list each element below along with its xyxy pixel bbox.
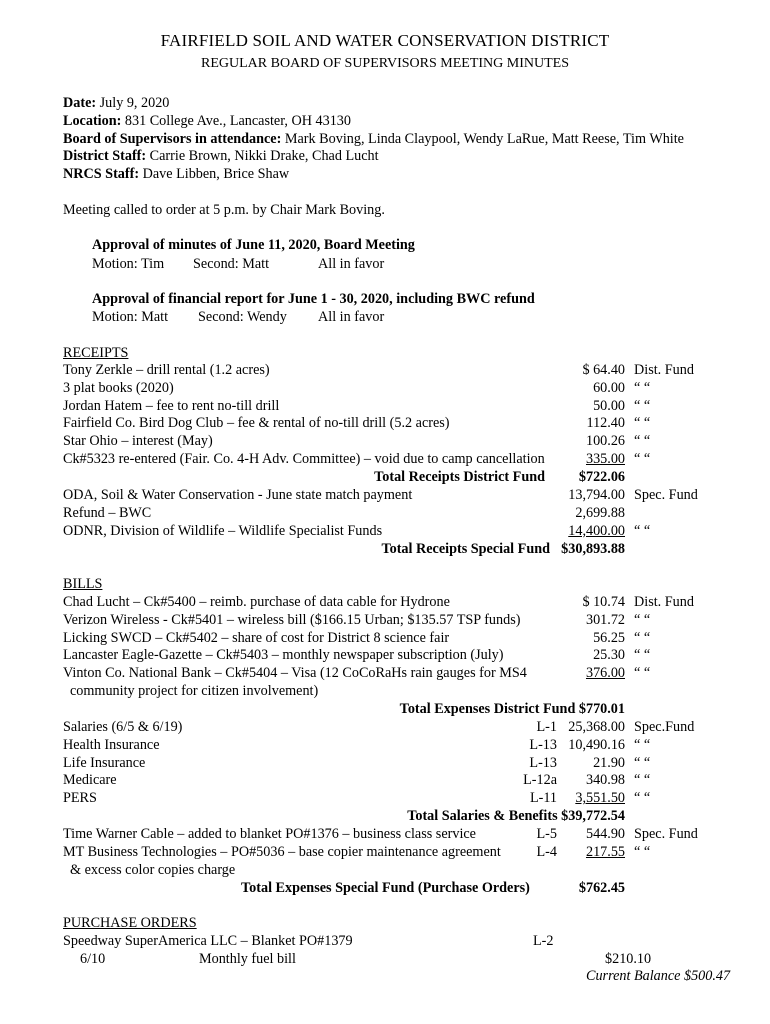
- receipts-district-total-label: Total Receipts District Fund: [374, 469, 545, 485]
- bill-description-continued: & excess color copies charge: [70, 862, 236, 878]
- po-current-balance: Current Balance $500.47: [586, 968, 731, 984]
- amount: 544.90: [585, 826, 625, 842]
- amount: [525, 844, 625, 862]
- receipt-item: Ck#5323 re-entered (Fair. Co. 4-H Adv. Committee) – void due to camp cancellation: [63, 451, 545, 467]
- amount: 25.30: [593, 647, 625, 664]
- approval-result: All in favor: [318, 309, 385, 325]
- po-total: $762.45: [578, 880, 625, 896]
- line-item-code: L-4: [536, 843, 557, 860]
- amount: [525, 523, 625, 541]
- receipt-item: ODA, Soil & Water Conservation - June state match payment: [63, 487, 413, 503]
- amount: 21.90: [593, 754, 625, 771]
- amount: 112.40: [586, 415, 625, 432]
- amount: 2,699.88: [575, 504, 625, 521]
- amount: 10,490.16: [568, 736, 625, 753]
- bill-description-continued: community project for citizen involvement): [70, 683, 319, 699]
- bill-item: Licking SWCD – Ck#5402 – share of cost for District 8 science fair: [63, 629, 450, 646]
- amount: 340.98: [585, 772, 625, 789]
- bill-item: Chad Lucht – Ck#5400 – reimb. purchase of data cable for Hydrone: [63, 594, 450, 610]
- approval-second: Second: Wendy: [198, 309, 287, 325]
- call-to-order: Meeting called to order at 5 p.m. by Chair Mark Boving.: [63, 202, 385, 218]
- salary-item: Life Insurance: [63, 754, 146, 771]
- line-item-code: L-11: [529, 790, 557, 807]
- po-line: L-2: [533, 933, 554, 949]
- receipts-heading: RECEIPTS: [63, 345, 129, 361]
- line-item-code: L-13: [529, 754, 557, 771]
- amount: 100.26: [585, 433, 625, 450]
- fund-label: Dist. Fund: [634, 362, 694, 378]
- receipt-item: Fairfield Co. Bird Dog Club – fee & rental of no-till drill (5.2 acres): [63, 415, 450, 432]
- amount-value: 335.00: [585, 451, 625, 467]
- line-item-code: L-13: [529, 736, 557, 753]
- fund-label: “ “: [634, 772, 651, 789]
- salaries-total: Total Salaries & Benefits $39,772.54: [407, 808, 625, 824]
- amount: $ 64.40: [582, 362, 625, 378]
- fund-label: “ “: [634, 433, 651, 450]
- fund-label: “ “: [634, 397, 651, 414]
- purchase-orders-heading: PURCHASE ORDERS: [63, 915, 197, 931]
- approval-motion: Motion: Matt: [92, 309, 169, 325]
- amount-value: 217.55: [585, 843, 625, 860]
- fund-label: Spec.Fund: [634, 719, 695, 735]
- po-total-label: Total Expenses Special Fund (Purchase Orders): [241, 880, 530, 896]
- approval-title: Approval of minutes of June 11, 2020, Board Meeting: [92, 237, 415, 253]
- receipt-item: 3 plat books (2020): [63, 379, 174, 396]
- approval-title: Approval of financial report for June 1 - 30, 2020, including BWC refund: [92, 291, 535, 307]
- salary-item: PERS: [63, 790, 97, 807]
- fund-label: “ “: [634, 415, 651, 432]
- amount-value: 14,400.00: [568, 522, 625, 539]
- receipts-special-total-label: Total Receipts Special Fund: [381, 541, 550, 557]
- amount: [525, 451, 625, 469]
- amount: 50.00: [593, 397, 625, 414]
- bill-item: Vinton Co. National Bank – Ck#5404 – Visa (12 CoCoRaHs rain gauges for MS4: [63, 665, 527, 682]
- approval-second: Second: Matt: [193, 256, 270, 272]
- po-bill-item: Time Warner Cable – added to blanket PO#1376 – business class service: [63, 826, 476, 842]
- receipt-item: Jordan Hatem – fee to rent no-till drill: [63, 397, 280, 414]
- bills-district-total: Total Expenses District Fund $770.01: [399, 701, 625, 717]
- po-entry-date: 6/10: [80, 951, 106, 967]
- amount: 13,794.00: [568, 487, 625, 503]
- amount: 301.72: [585, 611, 625, 628]
- receipt-item: Star Ohio – interest (May): [63, 433, 213, 450]
- fund-label: “ “: [634, 736, 651, 753]
- amount-value: 376.00: [585, 665, 625, 682]
- bill-item: Lancaster Eagle-Gazette – Ck#5403 – monthly newspaper subscription (July): [63, 647, 504, 664]
- po-vendor: Speedway SuperAmerica LLC – Blanket PO#1379: [63, 933, 353, 949]
- fund-label: “ “: [634, 843, 651, 860]
- fund-label: “ “: [634, 790, 651, 807]
- fund-label: “ “: [634, 629, 651, 646]
- fund-label: “ “: [634, 379, 651, 396]
- meeting-date: Date: July 9, 2020: [63, 95, 170, 111]
- receipt-item: ODNR, Division of Wildlife – Wildlife Specialist Funds: [63, 522, 383, 539]
- bills-heading: BILLS: [63, 576, 103, 592]
- po-entry-description: Monthly fuel bill: [199, 951, 296, 967]
- fund-label: “ “: [634, 754, 651, 771]
- fund-label: Spec. Fund: [634, 487, 698, 503]
- page-subtitle: REGULAR BOARD OF SUPERVISORS MEETING MINUTES: [201, 56, 569, 71]
- nrcs-staff: NRCS Staff: Dave Libben, Brice Shaw: [63, 166, 290, 182]
- approval-motion: Motion: Tim: [92, 256, 165, 272]
- amount: $ 10.74: [582, 594, 625, 610]
- line-item-code: L-12a: [523, 772, 557, 789]
- district-staff: District Staff: Carrie Brown, Nikki Drake, Chad Lucht: [63, 148, 379, 164]
- receipt-item: Refund – BWC: [63, 504, 152, 521]
- salary-item: Salaries (6/5 & 6/19): [63, 719, 183, 735]
- line-item-code: L-1: [536, 719, 557, 735]
- amount: 25,368.00: [568, 719, 625, 735]
- fund-label: “ “: [634, 451, 651, 467]
- fund-label: “ “: [634, 665, 651, 682]
- line-item-code: L-5: [536, 826, 557, 842]
- approval-result: All in favor: [318, 256, 385, 272]
- amount: 56.25: [593, 629, 625, 646]
- fund-label: “ “: [634, 647, 651, 664]
- amount: [525, 665, 625, 683]
- board-attendance: Board of Supervisors in attendance: Mark Boving, Linda Claypool, Wendy LaRue, Matt Reese, Tim White: [63, 131, 684, 147]
- po-bill-item: MT Business Technologies – PO#5036 – base copier maintenance agreement: [63, 843, 501, 860]
- receipts-special-total: $30,893.88: [561, 541, 625, 557]
- fund-label: Spec. Fund: [634, 826, 698, 842]
- receipt-item: Tony Zerkle – drill rental (1.2 acres): [63, 362, 270, 378]
- amount: [525, 790, 625, 808]
- bill-item: Verizon Wireless - Ck#5401 – wireless bill ($166.15 Urban; $135.57 TSP funds): [63, 611, 521, 628]
- amount: 60.00: [593, 379, 625, 396]
- meeting-location: Location: 831 College Ave., Lancaster, OH 43130: [63, 113, 351, 129]
- salary-item: Health Insurance: [63, 736, 160, 753]
- fund-label: “ “: [634, 611, 651, 628]
- page-title: FAIRFIELD SOIL AND WATER CONSERVATION DISTRICT: [160, 31, 610, 50]
- fund-label: “ “: [634, 522, 651, 539]
- receipts-district-total: $722.06: [578, 469, 625, 485]
- po-entry-amount: $210.10: [605, 951, 652, 967]
- amount-value: 3,551.50: [575, 790, 625, 807]
- fund-label: Dist. Fund: [634, 594, 694, 610]
- salary-item: Medicare: [63, 772, 117, 789]
